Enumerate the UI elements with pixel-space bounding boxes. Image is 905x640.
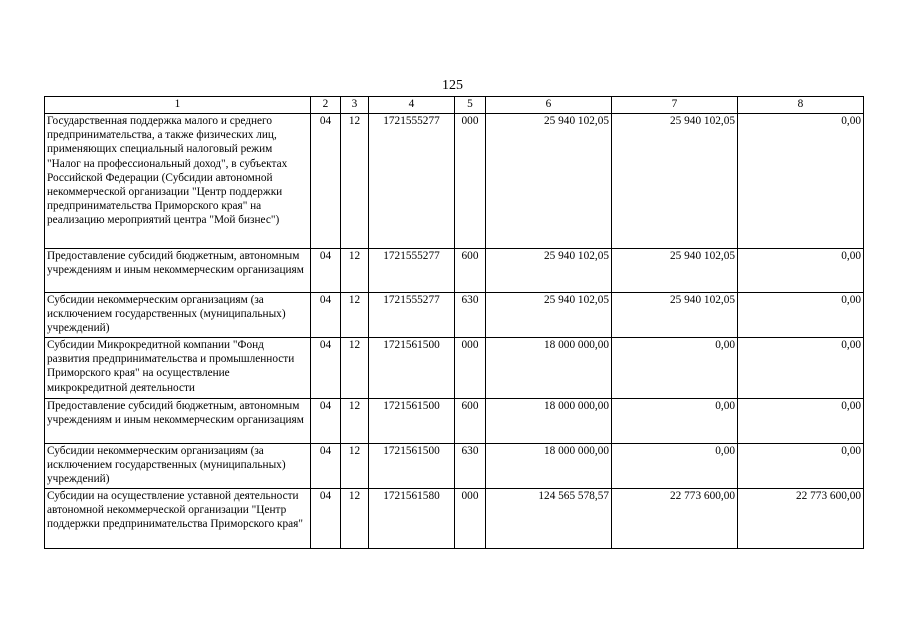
subsection-code: 12	[341, 399, 369, 444]
amount-col6: 25 940 102,05	[486, 249, 612, 293]
subsection-code: 12	[341, 444, 369, 489]
expense-type-code: 000	[455, 338, 486, 399]
table-row	[45, 489, 864, 549]
amount-col6: 25 940 102,05	[486, 293, 612, 338]
amount-col7: 25 940 102,05	[612, 249, 738, 293]
target-article-code: 1721555277	[369, 249, 455, 293]
column-header: 6	[486, 97, 612, 114]
column-header: 3	[341, 97, 369, 114]
section-code: 04	[311, 249, 341, 293]
section-code: 04	[311, 489, 341, 549]
amount-col6: 124 565 578,57	[486, 489, 612, 549]
table-row	[45, 293, 864, 338]
row-name: Государственная поддержка малого и среднего предпринимательства, а также физических лиц, применяющих специальный налоговый режим "Налог на профессиональный доход", в субъектах Российской Федерации (Субсидии автономной некоммерческой организации "Центр поддержки предпринимательства Приморского края" на реализацию мероприятий центра "Мой бизнес")	[45, 114, 311, 249]
amount-col7: 22 773 600,00	[612, 489, 738, 549]
amount-col8: 22 773 600,00	[738, 489, 864, 549]
row-name: Субсидии некоммерческим организациям (за исключением государственных (муниципальных) учреждений)	[45, 293, 311, 338]
amount-col7: 0,00	[612, 338, 738, 399]
expense-type-code: 600	[455, 249, 486, 293]
header-row	[45, 97, 864, 114]
amount-col8: 0,00	[738, 249, 864, 293]
subsection-code: 12	[341, 114, 369, 249]
section-code: 04	[311, 293, 341, 338]
column-header: 8	[738, 97, 864, 114]
subsection-code: 12	[341, 338, 369, 399]
amount-col7: 25 940 102,05	[612, 114, 738, 249]
subsection-code: 12	[341, 489, 369, 549]
section-code: 04	[311, 444, 341, 489]
column-header: 1	[45, 97, 311, 114]
expense-type-code: 630	[455, 293, 486, 338]
page-number: 125	[442, 78, 463, 93]
amount-col8: 0,00	[738, 293, 864, 338]
expense-type-code: 630	[455, 444, 486, 489]
target-article-code: 1721561500	[369, 444, 455, 489]
column-header: 7	[612, 97, 738, 114]
amount-col6: 18 000 000,00	[486, 444, 612, 489]
amount-col8: 0,00	[738, 338, 864, 399]
row-name: Предоставление субсидий бюджетным, автономным учреждениям и иным некоммерческим организациям	[45, 399, 311, 444]
target-article-code: 1721561500	[369, 338, 455, 399]
table-row	[45, 399, 864, 444]
table-row	[45, 338, 864, 399]
table-row	[45, 444, 864, 489]
row-name: Предоставление субсидий бюджетным, автономным учреждениям и иным некоммерческим организациям	[45, 249, 311, 293]
amount-col8: 0,00	[738, 114, 864, 249]
section-code: 04	[311, 114, 341, 249]
row-name: Субсидии на осуществление уставной деятельности автономной некоммерческой организации "Центр поддержки предпринимательства Приморского края"	[45, 489, 311, 549]
target-article-code: 1721561500	[369, 399, 455, 444]
target-article-code: 1721561580	[369, 489, 455, 549]
row-name: Субсидии некоммерческим организациям (за исключением государственных (муниципальных) учреждений)	[45, 444, 311, 489]
column-header: 5	[455, 97, 486, 114]
table-row	[45, 114, 864, 249]
subsection-code: 12	[341, 249, 369, 293]
amount-col7: 0,00	[612, 444, 738, 489]
table-row	[45, 249, 864, 293]
section-code: 04	[311, 399, 341, 444]
section-code: 04	[311, 338, 341, 399]
amount-col8: 0,00	[738, 444, 864, 489]
budget-table	[44, 96, 864, 549]
expense-type-code: 000	[455, 114, 486, 249]
subsection-code: 12	[341, 293, 369, 338]
amount-col6: 18 000 000,00	[486, 399, 612, 444]
amount-col6: 25 940 102,05	[486, 114, 612, 249]
column-header: 2	[311, 97, 341, 114]
expense-type-code: 600	[455, 399, 486, 444]
target-article-code: 1721555277	[369, 293, 455, 338]
target-article-code: 1721555277	[369, 114, 455, 249]
amount-col8: 0,00	[738, 399, 864, 444]
column-header: 4	[369, 97, 455, 114]
amount-col6: 18 000 000,00	[486, 338, 612, 399]
amount-col7: 25 940 102,05	[612, 293, 738, 338]
expense-type-code: 000	[455, 489, 486, 549]
amount-col7: 0,00	[612, 399, 738, 444]
row-name: Субсидии Микрокредитной компании "Фонд развития предпринимательства и промышленности Приморского края" на осуществление микрокредитной деятельности	[45, 338, 311, 399]
